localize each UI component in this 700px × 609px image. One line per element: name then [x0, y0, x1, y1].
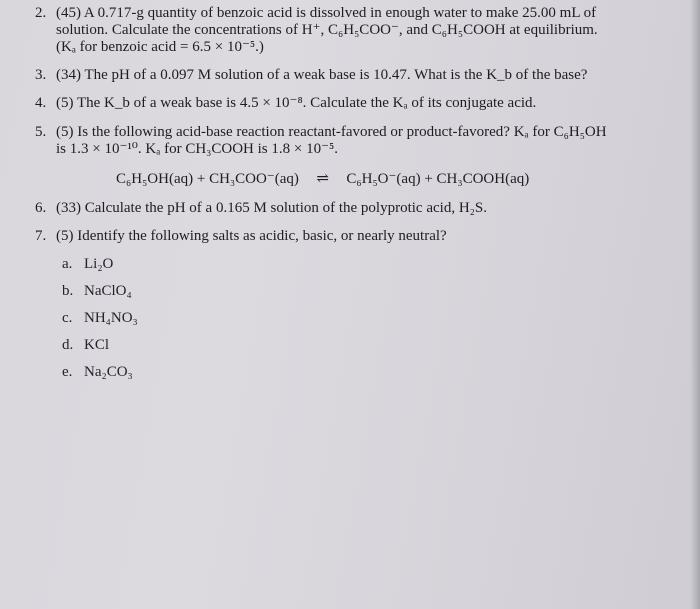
question-3-text: (34) The pH of a 0.097 M solution of a weak base is 10.47. What is the K_b of the base? — [56, 67, 588, 83]
list-item — [62, 256, 113, 273]
equation-reactants: C₆H₅OH(aq) + CH₃COO⁻(aq) — [116, 171, 299, 187]
item-letter: c. — [62, 310, 73, 326]
equation-products: C₆H₅O⁻(aq) + CH₃COOH(aq) — [346, 171, 530, 187]
question-6 — [35, 200, 487, 217]
list-item — [62, 337, 109, 354]
question-3-number: 3. — [35, 67, 47, 83]
item-formula: NH₄NO₃ — [84, 310, 138, 326]
question-2-number: 2. — [35, 5, 47, 21]
item-letter: b. — [62, 283, 74, 299]
item-formula: Na₂CO₃ — [84, 364, 133, 380]
question-6-number: 6. — [35, 200, 47, 216]
question-5-equation — [116, 171, 529, 188]
item-letter: d. — [62, 337, 74, 353]
question-5-line-2: is 1.3 × 10⁻¹⁰. Kₐ for CH₃COOH is 1.8 × 10⁻⁵. — [56, 141, 338, 157]
question-7-text: (5) Identify the following salts as acidic, basic, or nearly neutral? — [56, 228, 447, 244]
question-4-text: (5) The K_b of a weak base is 4.5 × 10⁻⁸. Calculate the Kₐ of its conjugate acid. — [56, 95, 537, 111]
list-item — [62, 310, 138, 327]
list-item — [62, 283, 132, 300]
question-5-text-1: (5) Is the following acid-base reaction reactant-favored or product-favored? Kₐ for C₆H₅OH — [56, 124, 607, 140]
question-2-line-3: (Kₐ for benzoic acid = 6.5 × 10⁻⁵.) — [56, 39, 264, 55]
item-formula: KCl — [84, 337, 110, 353]
item-formula: NaClO₄ — [84, 283, 132, 299]
question-4-number: 4. — [35, 95, 47, 111]
question-6-text: (33) Calculate the pH of a 0.165 M solution of the polyprotic acid, H₂S. — [56, 200, 487, 216]
question-7-number: 7. — [35, 228, 47, 244]
item-letter: a. — [62, 256, 73, 272]
item-letter: e. — [62, 364, 73, 380]
question-5-number: 5. — [35, 124, 47, 140]
question-2-text-1: (45) A 0.717-g quantity of benzoic acid is dissolved in enough water to make 25.00 mL of — [56, 5, 597, 21]
equilibrium-arrow-icon: ⇌ — [316, 171, 329, 187]
question-3 — [35, 67, 587, 84]
item-formula: Li₂O — [84, 256, 114, 272]
question-5-line-1 — [35, 124, 607, 141]
question-2-line-2: solution. Calculate the concentrations of H⁺, C₆H₅COO⁻, and C₆H₅COOH at equilibrium. — [56, 22, 598, 38]
question-7 — [35, 228, 447, 245]
list-item — [62, 364, 133, 381]
question-4 — [35, 95, 536, 112]
question-2-line-1 — [35, 5, 596, 22]
